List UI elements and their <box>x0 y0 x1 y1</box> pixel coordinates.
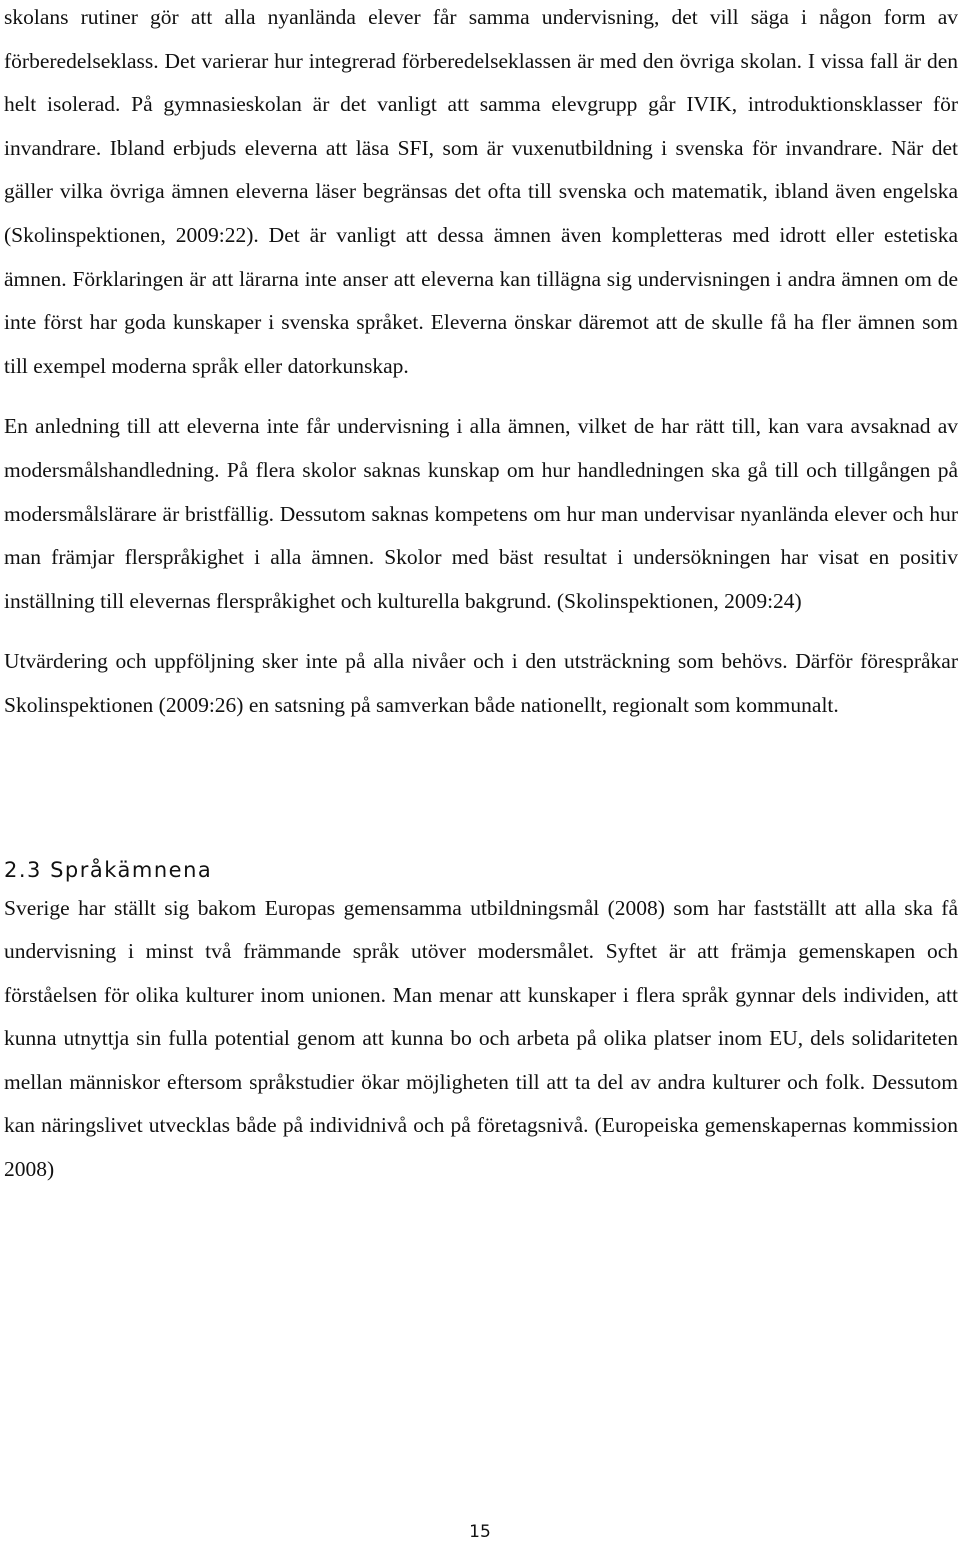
paragraph-skolans-rutiner: skolans rutiner gör att alla nyanlända elever får samma undervisning, det vill säga i någon form av förberedelseklass. Det varierar hur integrerad förberedelseklassen är med den övriga skolan. I vissa fall är den helt isolerad. På gymnasieskolan är det vanligt att samma elevgrupp går IVIK, introduktionsklasser för invandrare. Ibland erbjuds eleverna att läsa SFI, som är vuxenutbildning i svenska för invandrare. När det gäller vilka övriga ämnen eleverna läser begränsas det ofta till svenska och matematik, ibland även engelska (Skolinspektionen, 2009:22). Det är vanligt att dessa ämnen även kompletteras med idrott eller estetiska ämnen. Förklaringen är att lärarna inte anser att eleverna kan tillägna sig undervisningen i andra ämnen om de inte först har goda kunskaper i svenska språket. Eleverna önskar däremot att de skulle få ha fler ämnen som till exempel moderna språk eller datorkunskap. <box>4 5 958 378</box>
page-number: 15 <box>469 1522 491 1542</box>
paragraph-sverige: Sverige har ställt sig bakom Europas gemensamma utbildningsmål (2008) som har fastställt att alla ska få undervisning i minst två främmande språk utöver modersmålet. Syftet är att främja gemenskapen och förståelsen för olika kulturer inom unionen. Man menar att kunskaper i flera språk gynnar dels individen, att kunna utnyttja sin fulla potential genom att kunna bo och arbeta på olika platser inom EU, dels solidariteten mellan människor eftersom språkstudier ökar möjligheten till att ta del av andra kulturer och folk. Dessutom kan näringslivet utvecklas både på individnivå och på företagsnivå. (Europeiska gemenskapernas kommission 2008) <box>4 895 958 1182</box>
section-heading: 2.3 Språkämnena <box>4 857 213 882</box>
document-page <box>4 0 958 1192</box>
paragraph-utvardering: Utvärdering och uppföljning sker inte på alla nivåer och i den utsträckning som behövs. Därför förespråkar Skolinspektionen (2009:26) en satsning på samverkan både nationellt, regionalt som kommunalt. <box>4 649 958 717</box>
paragraph-en-anledning: En anledning till att eleverna inte får undervisning i alla ämnen, vilket de har rätt till, kan vara avsaknad av modersmålshandledning. På flera skolor saknas kunskap om hur handledningen ska gå till och tillgången på modersmålslärare är bristfällig. Dessutom saknas kompetens om hur man undervisar nyanlända elever och hur man främjar flerspråkighet i alla ämnen. Skolor med bäst resultat i undersökningen har visat en positiv inställning till elevernas flerspråkighet och kulturella bakgrund. (Skolinspektionen, 2009:24) <box>4 414 958 613</box>
